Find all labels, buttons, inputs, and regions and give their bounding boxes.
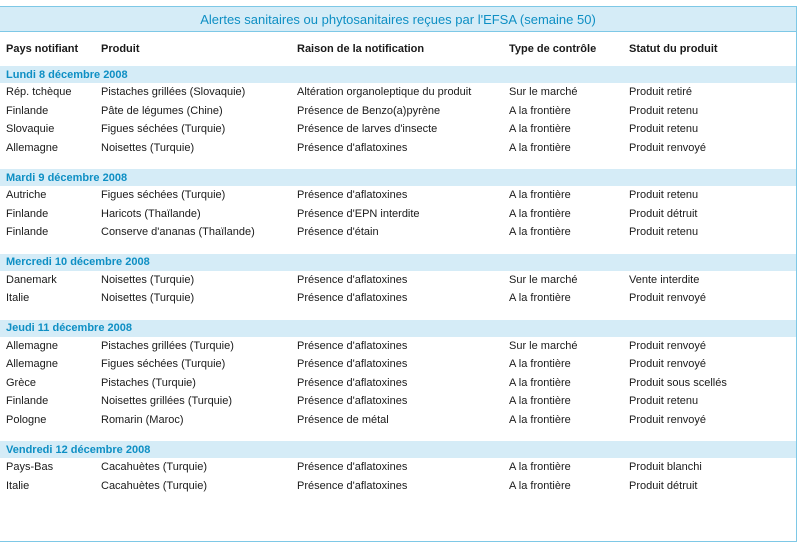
cell-type: A la frontière	[509, 141, 571, 154]
table-row	[0, 392, 796, 411]
cell-type: Sur le marché	[509, 273, 578, 286]
day-label: Lundi 8 décembre 2008	[0, 66, 796, 83]
cell-pays: Allemagne	[6, 339, 58, 352]
cell-raison: Présence d'aflatoxines	[297, 395, 408, 408]
day-label: Vendredi 12 décembre 2008	[0, 441, 796, 458]
table-row	[0, 205, 796, 224]
table-row	[0, 186, 796, 205]
cell-produit: Romarin (Maroc)	[101, 413, 184, 426]
cell-statut: Produit renvoyé	[629, 141, 707, 154]
day-header-row	[0, 66, 796, 83]
table-row	[0, 83, 796, 102]
table-row	[0, 477, 796, 496]
header-produit: Produit	[101, 43, 140, 55]
table-row	[0, 223, 796, 242]
cell-pays: Finlande	[6, 207, 49, 220]
cell-produit: Figues séchées (Turquie)	[101, 189, 226, 202]
cell-raison: Présence d'aflatoxines	[297, 479, 408, 492]
cell-produit: Figues séchées (Turquie)	[101, 358, 226, 371]
table-row	[0, 337, 796, 356]
table-row	[0, 102, 796, 121]
cell-type: A la frontière	[509, 413, 571, 426]
cell-raison: Présence d'étain	[297, 226, 379, 239]
cell-statut: Produit retenu	[629, 189, 699, 202]
cell-pays: Pays-Bas	[6, 461, 54, 474]
cell-type: A la frontière	[509, 479, 571, 492]
cell-produit: Noisettes grillées (Turquie)	[101, 395, 233, 408]
cell-type: A la frontière	[509, 189, 571, 202]
table-row	[0, 139, 796, 158]
header-type: Type de contrôle	[509, 43, 597, 55]
cell-type: A la frontière	[509, 123, 571, 136]
cell-type: A la frontière	[509, 292, 571, 305]
cell-pays: Allemagne	[6, 141, 58, 154]
cell-produit: Noisettes (Turquie)	[101, 273, 195, 286]
table-row	[0, 458, 796, 477]
cell-produit: Conserve d'ananas (Thaïlande)	[101, 226, 255, 239]
cell-pays: Italie	[6, 479, 30, 492]
table-body	[0, 66, 796, 495]
cell-statut: Produit détruit	[629, 207, 698, 220]
cell-produit: Noisettes (Turquie)	[101, 141, 195, 154]
cell-raison: Présence d'aflatoxines	[297, 141, 408, 154]
table-row	[0, 411, 796, 430]
table-row	[0, 355, 796, 374]
cell-pays: Slovaquie	[6, 123, 55, 136]
cell-raison: Présence de métal	[297, 413, 389, 426]
cell-type: A la frontière	[509, 207, 571, 220]
cell-statut: Produit blanchi	[629, 461, 702, 474]
day-label: Jeudi 11 décembre 2008	[0, 320, 796, 337]
cell-type: A la frontière	[509, 104, 571, 117]
cell-produit: Noisettes (Turquie)	[101, 292, 195, 305]
table-title-bar	[0, 7, 796, 32]
group-spacer	[0, 308, 796, 320]
cell-statut: Produit renvoyé	[629, 292, 707, 305]
day-label: Mardi 9 décembre 2008	[0, 169, 796, 186]
cell-type: Sur le marché	[509, 86, 578, 99]
cell-raison: Présence d'aflatoxines	[297, 376, 408, 389]
cell-produit: Pistaches grillées (Turquie)	[101, 339, 234, 352]
cell-produit: Pistaches (Turquie)	[101, 376, 196, 389]
cell-type: A la frontière	[509, 376, 571, 389]
cell-statut: Produit retenu	[629, 123, 699, 136]
cell-statut: Produit sous scellés	[629, 376, 727, 389]
cell-statut: Produit renvoyé	[629, 339, 707, 352]
cell-raison: Présence d'aflatoxines	[297, 358, 408, 371]
cell-type: A la frontière	[509, 226, 571, 239]
cell-pays: Finlande	[6, 395, 49, 408]
cell-produit: Cacahuètes (Turquie)	[101, 479, 207, 492]
table-row	[0, 120, 796, 139]
group-spacer	[0, 429, 796, 441]
cell-pays: Autriche	[6, 189, 47, 202]
table-row	[0, 289, 796, 308]
cell-raison: Présence d'EPN interdite	[297, 207, 420, 220]
cell-statut: Vente interdite	[629, 273, 700, 286]
day-header-row	[0, 441, 796, 458]
cell-pays: Finlande	[6, 226, 49, 239]
cell-type: A la frontière	[509, 461, 571, 474]
cell-statut: Produit retenu	[629, 226, 699, 239]
cell-produit: Pistaches grillées (Slovaquie)	[101, 86, 246, 99]
group-spacer	[0, 242, 796, 254]
cell-statut: Produit retenu	[629, 395, 699, 408]
cell-pays: Finlande	[6, 104, 49, 117]
cell-raison: Présence d'aflatoxines	[297, 292, 408, 305]
cell-raison: Présence de Benzo(a)pyrène	[297, 104, 441, 117]
cell-pays: Danemark	[6, 273, 57, 286]
cell-raison: Altération organoleptique du produit	[297, 86, 472, 99]
table-row	[0, 374, 796, 393]
cell-type: A la frontière	[509, 358, 571, 371]
cell-raison: Présence d'aflatoxines	[297, 273, 408, 286]
day-header-row	[0, 320, 796, 337]
cell-statut: Produit renvoyé	[629, 413, 707, 426]
cell-pays: Italie	[6, 292, 30, 305]
cell-pays: Pologne	[6, 413, 47, 426]
table-row	[0, 271, 796, 290]
cell-statut: Produit détruit	[629, 479, 698, 492]
header-statut: Statut du produit	[629, 43, 718, 55]
cell-pays: Allemagne	[6, 358, 58, 371]
cell-statut: Produit renvoyé	[629, 358, 707, 371]
cell-raison: Présence de larves d'insecte	[297, 123, 438, 136]
cell-pays: Grèce	[6, 376, 36, 389]
header-pays: Pays notifiant	[6, 43, 79, 55]
cell-statut: Produit retenu	[629, 104, 699, 117]
cell-produit: Pâte de légumes (Chine)	[101, 104, 223, 117]
cell-statut: Produit retiré	[629, 86, 692, 99]
day-label: Mercredi 10 décembre 2008	[0, 254, 796, 271]
cell-produit: Figues séchées (Turquie)	[101, 123, 226, 136]
cell-produit: Haricots (Thaïlande)	[101, 207, 201, 220]
header-row	[0, 32, 796, 66]
header-raison: Raison de la notification	[297, 43, 425, 55]
cell-type: A la frontière	[509, 395, 571, 408]
cell-type: Sur le marché	[509, 339, 578, 352]
day-header-row	[0, 254, 796, 271]
cell-raison: Présence d'aflatoxines	[297, 461, 408, 474]
day-header-row	[0, 169, 796, 186]
cell-raison: Présence d'aflatoxines	[297, 339, 408, 352]
group-spacer	[0, 157, 796, 169]
table-title: Alertes sanitaires ou phytosanitaires reçues par l'EFSA (semaine 50)	[200, 11, 596, 27]
cell-produit: Cacahuètes (Turquie)	[101, 461, 207, 474]
cell-raison: Présence d'aflatoxines	[297, 189, 408, 202]
alerts-table	[0, 32, 796, 495]
alerts-table-frame	[0, 6, 797, 542]
cell-pays: Rép. tchèque	[6, 86, 72, 99]
